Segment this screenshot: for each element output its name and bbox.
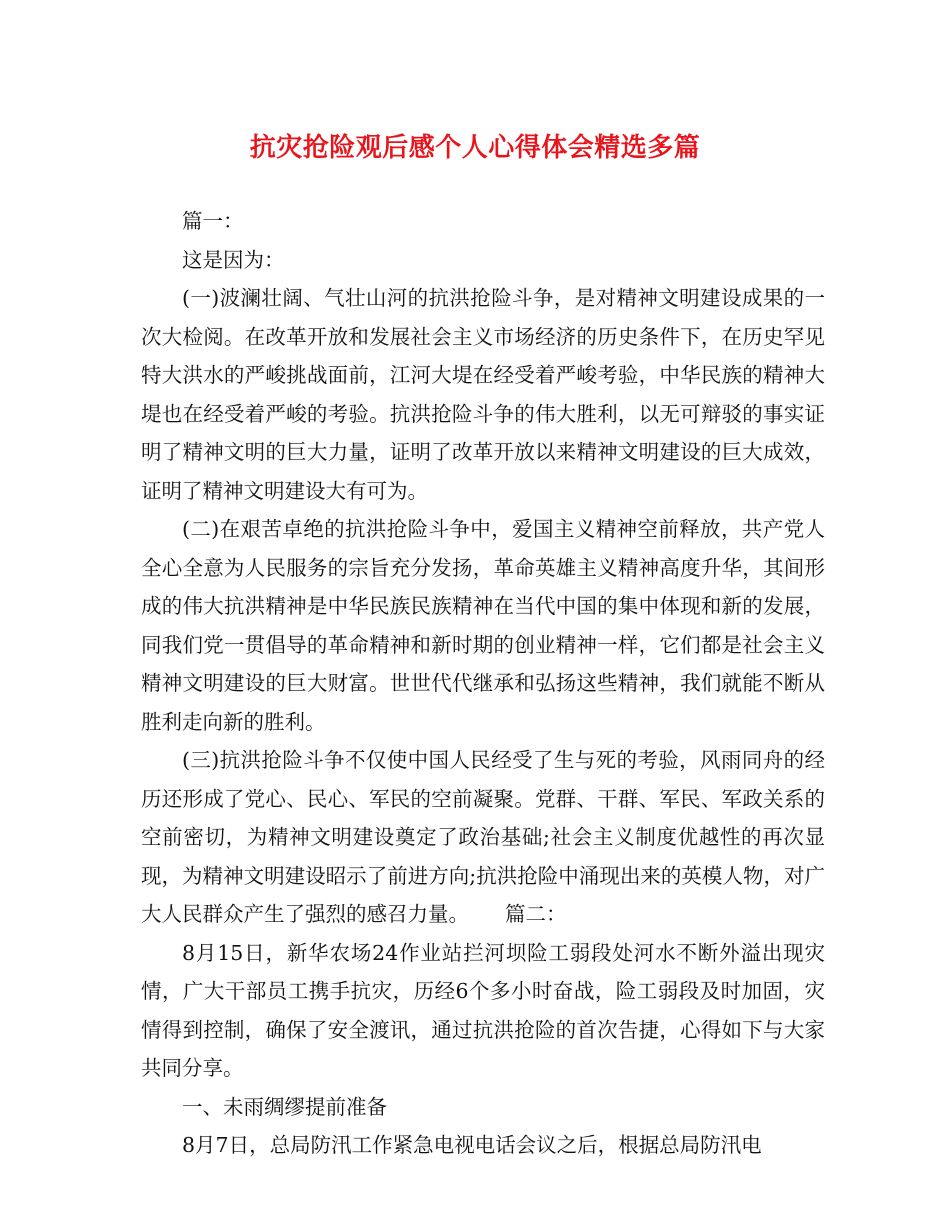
subheading: 一、未雨绸缪提前准备 xyxy=(182,1094,387,1119)
paragraph-5: 8月7日，总局防汛工作紧急电视电话会议之后，根据总局防汛电 xyxy=(182,1133,762,1157)
section-two-heading: 篇二： xyxy=(505,902,567,926)
paragraph-3 xyxy=(141,741,825,934)
paragraph-4: 8月15日，新华农场24作业站拦河坝险工弱段处河水不断外溢出现灾情，广大干部员工携手抗灾，历经6个多小时奋战，险工弱段及时加固，灾情得到控制，确保了安全渡讯，通过抗洪抢险的首次告捷，心得如下与大家共同分享。 xyxy=(141,940,825,1080)
paragraph-3-text: (三)抗洪抢险斗争不仅使中国人民经受了生与死的考验，风雨同舟的经历还形成了党心、民心、军民的空前凝聚。党群、干群、军民、军政关系的空前密切，为精神文明建设奠定了政治基础;社会主义制度优越性的再次显现，为精神文明建设昭示了前进方向;抗洪抢险中涌现出来的英模人物，对广大人民群众产生了强烈的感召力量。 xyxy=(141,748,825,926)
document-title: 抗灾抢险观后感个人心得体会精选多篇 xyxy=(249,133,701,163)
intro-line: 这是因为： xyxy=(182,247,285,272)
paragraph-2: (二)在艰苦卓绝的抗洪抢险斗争中，爱国主义精神空前释放，共产党人全心全意为人民服务的宗旨充分发扬，革命英雄主义精神高度升华，其间形成的伟大抗洪精神是中华民族民族精神在当代中国的集中体现和新的发展，同我们党一贯倡导的革命精神和新时期的创业精神一样，它们都是社会主义精神文明建设的巨大财富。世世代代继承和弘扬这些精神，我们就能不断从胜利走向新的胜利。 xyxy=(141,517,825,734)
paragraph-1: (一)波澜壮阔、气壮山河的抗洪抢险斗争，是对精神文明建设成果的一次大检阅。在改革开放和发展社会主义市场经济的历史条件下，在历史罕见特大洪水的严峻挑战面前，江河大堤在经受着严峻考验，中华民族的精神大堤也在经受着严峻的考验。抗洪抢险斗争的伟大胜利，以无可辩驳的事实证明了精神文明的巨大力量，证明了改革开放以来精神文明建设的巨大成效，证明了精神文明建设大有可为。 xyxy=(141,286,825,503)
section-one-heading: 篇一： xyxy=(182,209,244,233)
document-body xyxy=(141,202,825,1165)
